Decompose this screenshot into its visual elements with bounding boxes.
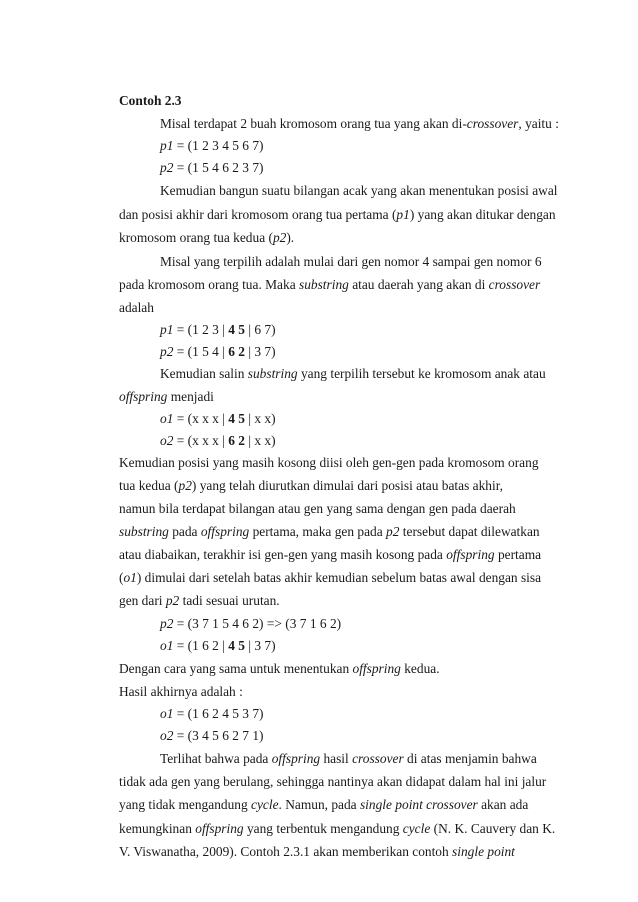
value: = (3 4 5 6 2 7 1) [173, 728, 264, 743]
substring-p2-line [160, 344, 276, 360]
intro-line [160, 116, 559, 132]
term-offspring: offspring [195, 821, 244, 836]
text: (N. K. Cauvery dan K. [430, 821, 556, 836]
term-single-point-crossover: single point crossover [359, 797, 478, 812]
text: tersebut dapat dilewatkan [399, 524, 540, 539]
text: . Namun, pada [278, 797, 360, 812]
para7-line1 [160, 751, 537, 767]
text: | x x) [245, 411, 276, 426]
parent-1-line [160, 138, 264, 154]
var-o2: o2 [160, 433, 174, 448]
para2-line1: Kemudian bangun suatu bilangan acak yang akan menentukan posisi awal [160, 183, 558, 198]
para4-line2 [119, 389, 214, 405]
offspring-2-partial [160, 433, 276, 449]
text: V. Viswanatha, 2009). Contoh 2.3.1 akan memberikan contoh [119, 844, 453, 859]
offspring-1-filled [160, 638, 276, 654]
para6-line2: Hasil akhirnya adalah : [119, 684, 243, 699]
substring-genes: 4 5 [228, 322, 246, 337]
var-p2: p2 [165, 593, 180, 608]
text: ). [286, 230, 295, 245]
text: = (1 6 2 | [173, 638, 229, 653]
term-crossover: crossover [488, 277, 541, 292]
text: tua kedua ( [119, 478, 179, 493]
var-p1: p1 [160, 138, 174, 153]
p2-reduction-line [160, 616, 341, 632]
value: = (1 6 2 4 5 3 7) [173, 706, 264, 721]
substring-p1-line [160, 322, 276, 338]
var-p2: p2 [160, 160, 174, 175]
text: ( [119, 570, 124, 585]
term-offspring: offspring [446, 547, 495, 562]
var-p2: p2 [160, 344, 174, 359]
para3-line2 [119, 277, 540, 293]
text: gen dari [119, 593, 166, 608]
substring-genes: 6 2 [228, 344, 246, 359]
term-cycle: cycle [251, 797, 279, 812]
text: ) yang telah diurutkan dimulai dari posisi atau batas akhir, [191, 478, 503, 493]
para4-line1 [160, 366, 546, 382]
text: yang terpilih tersebut ke kromosom anak atau [297, 366, 546, 381]
para5-line5 [119, 547, 541, 563]
text: kromosom orang tua kedua ( [119, 230, 273, 245]
var-p2: p2 [160, 616, 174, 631]
var-p2: p2 [178, 478, 192, 493]
var-o2: o2 [160, 728, 174, 743]
text: kedua. [400, 661, 440, 676]
text: ) dimulai dari setelah batas akhir kemudian sebelum batas awal dengan sisa [136, 570, 542, 585]
para5-line7 [119, 593, 280, 609]
text: atau diabaikan, terakhir isi gen-gen yang masih kosong pada [119, 547, 447, 562]
offspring-2-final [160, 728, 264, 744]
text: = (1 5 4 | [173, 344, 229, 359]
text: , yaitu : [518, 116, 559, 131]
para3-line3: adalah [119, 300, 154, 315]
offspring-1-partial [160, 411, 276, 427]
para7-line5 [119, 844, 515, 860]
text: yang tidak mengandung [119, 797, 252, 812]
para2-line2 [119, 207, 556, 223]
text: kemungkinan [119, 821, 196, 836]
term-offspring: offspring [271, 751, 321, 766]
term-cycle: cycle [402, 821, 431, 836]
value: = (3 7 1 5 4 6 2) => (3 7 1 6 2) [173, 616, 342, 631]
var-o1: o1 [160, 638, 174, 653]
text: yang terbentuk mengandung [243, 821, 403, 836]
substring-genes: 4 5 [228, 638, 246, 653]
text: hasil [320, 751, 353, 766]
term-substring: substring [298, 277, 349, 292]
value: = (1 2 3 4 5 6 7) [173, 138, 264, 153]
para2-line3 [119, 230, 294, 246]
text: atau daerah yang akan di [348, 277, 489, 292]
para5-line1: Kemudian posisi yang masih kosong diisi oleh gen-gen pada kromosom orang [119, 455, 539, 470]
substring-genes: 4 5 [228, 411, 246, 426]
text: Kemudian salin [160, 366, 248, 381]
text: | x x) [245, 433, 276, 448]
text: ) yang akan ditukar dengan [409, 207, 556, 222]
para6-line1 [119, 661, 440, 677]
var-p1: p1 [396, 207, 410, 222]
example-heading: Contoh 2.3 [119, 93, 182, 108]
substring-genes: 6 2 [228, 433, 246, 448]
var-o1: o1 [123, 570, 137, 585]
text: = (1 2 3 | [173, 322, 229, 337]
text: = (x x x | [173, 411, 229, 426]
para7-line4 [119, 821, 555, 837]
term-single-point: single point [452, 844, 515, 859]
term-offspring: offspring [119, 389, 168, 404]
text: pada kromosom orang tua. Maka [119, 277, 299, 292]
var-p2: p2 [272, 230, 287, 245]
term-offspring: offspring [200, 524, 250, 539]
para7-line2: tidak ada gen yang berulang, sehingga nantinya akan didapat dalam hal ini jalur [119, 774, 547, 789]
parent-2-line [160, 160, 264, 176]
text: akan ada [477, 797, 529, 812]
text: tadi sesuai urutan. [179, 593, 280, 608]
para5-line4 [119, 524, 540, 540]
term-crossover: crossover [466, 116, 519, 131]
text: pada [168, 524, 201, 539]
text: | 3 7) [245, 344, 276, 359]
var-o1: o1 [160, 411, 174, 426]
offspring-1-final [160, 706, 264, 722]
var-p1: p1 [160, 322, 174, 337]
para7-line3 [119, 797, 528, 813]
term-substring: substring [247, 366, 298, 381]
var-o1: o1 [160, 706, 174, 721]
term-substring: substring [119, 524, 169, 539]
text: = (x x x | [173, 433, 229, 448]
text: Terlihat bahwa pada [160, 751, 272, 766]
para3-line1: Misal yang terpilih adalah mulai dari gen nomor 4 sampai gen nomor 6 [160, 254, 542, 269]
para5-line6 [119, 570, 541, 586]
text: pertama, maka gen pada [249, 524, 387, 539]
text: menjadi [167, 389, 214, 404]
text: dan posisi akhir dari kromosom orang tua pertama ( [119, 207, 397, 222]
text: Misal terdapat 2 buah kromosom orang tua yang akan di- [160, 116, 467, 131]
term-offspring: offspring [352, 661, 401, 676]
value: = (1 5 4 6 2 3 7) [173, 160, 264, 175]
text: | 3 7) [245, 638, 276, 653]
text: pertama [494, 547, 542, 562]
term-crossover: crossover [352, 751, 404, 766]
text: | 6 7) [245, 322, 276, 337]
para5-line2 [119, 478, 503, 494]
para5-line3: namun bila terdapat bilangan atau gen yang sama dengan gen pada daerah [119, 501, 516, 516]
text: Dengan cara yang sama untuk menentukan [119, 661, 353, 676]
text: di atas menjamin bahwa [403, 751, 537, 766]
var-p2: p2 [386, 524, 400, 539]
